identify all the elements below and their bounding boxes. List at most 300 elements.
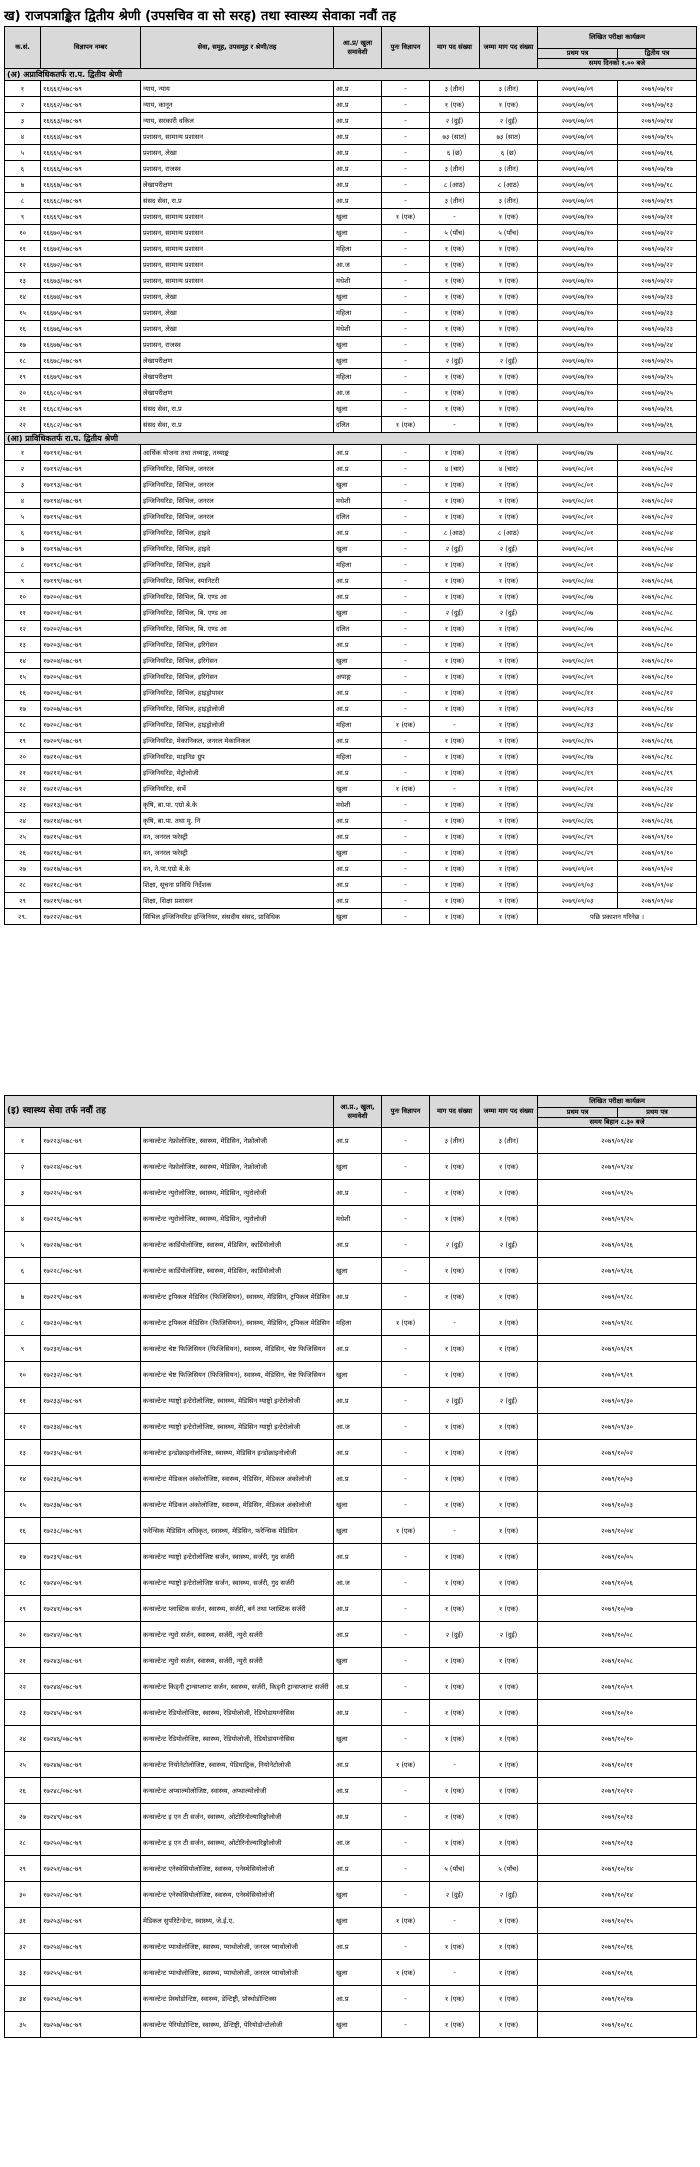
cell-demand: ८ (आठ)	[430, 525, 480, 541]
table-row	[5, 1440, 697, 1466]
cell-paper-1: २०७९/०७/०९	[538, 81, 618, 97]
cell-paper-1: २०७९/०७/१०	[538, 337, 618, 353]
cell-demand: १ (एक)	[430, 1674, 480, 1700]
cell-paper-2: २०७९/०८/०२	[618, 477, 697, 493]
table-row	[5, 829, 697, 845]
cell-paper-1: २०७९/१०/१८	[538, 2012, 697, 2038]
cell-service: प्रशासन, लेखा	[141, 145, 334, 161]
cell-service: इन्जिनियरिङ, सिभिल, इरिगेसन	[141, 637, 334, 653]
cell-sn: २२	[5, 781, 41, 797]
cell-paper-2: २०७९/०७/१३	[618, 97, 697, 113]
table-row	[5, 1934, 697, 1960]
cell-adv-number: १७२३०/०७८-७९	[41, 1310, 141, 1336]
cell-total: १ (एक)	[480, 653, 538, 669]
cell-service: इन्जिनियरिङ, सिभिल, हाइवे	[141, 525, 334, 541]
cell-sn: २०	[5, 1622, 41, 1648]
table-row	[5, 493, 697, 509]
cell-paper-2: २०७९/०८/१४	[618, 717, 697, 733]
cell-service: प्रशासन, लेखा	[141, 305, 334, 321]
header-health-section: (इ) स्वास्थ्य सेवा तर्फ नवौं तह	[5, 1096, 334, 1128]
cell-sn: १७	[5, 337, 41, 353]
cell-demand: १ (एक)	[430, 557, 480, 573]
cell-paper-2: २०७९/०७/१७	[618, 161, 697, 177]
cell-paper-1: २०७९/१०/०७	[538, 1596, 697, 1622]
cell-adv-number: १६६७९/०७८-७९	[41, 369, 141, 385]
cell-total: १ (एक)	[480, 717, 538, 733]
cell-adv-number: १७२२५/०७८-७९	[41, 1180, 141, 1206]
table-row	[5, 813, 697, 829]
cell-paper-2: २०७९/०७/२३	[618, 321, 697, 337]
cell-re-advert: -	[382, 129, 430, 145]
cell-paper-1: २०७९/१०/१४	[538, 1882, 697, 1908]
cell-type: महिला	[334, 749, 382, 765]
table-row	[5, 97, 697, 113]
cell-type: आ.प्र	[334, 573, 382, 589]
table-row	[5, 477, 697, 493]
cell-paper-1: २०७९/१०/१७	[538, 1986, 697, 2012]
cell-demand: १ (एक)	[430, 241, 480, 257]
cell-paper-1: २०७९/१०/१०	[538, 1726, 697, 1752]
cell-type: आ.प्र	[334, 1622, 382, 1648]
cell-adv-number: १७२४८/०७८-७९	[41, 1778, 141, 1804]
cell-paper-1: २०७९/०९/०३	[538, 877, 618, 893]
cell-total: १ (एक)	[480, 273, 538, 289]
cell-adv-number: १७१९७/०७८-७९	[41, 541, 141, 557]
cell-re-advert: -	[382, 353, 430, 369]
table-row	[5, 525, 697, 541]
cell-total: १ (एक)	[480, 1466, 538, 1492]
cell-paper-1: २०७९/०८/१९	[538, 765, 618, 781]
cell-re-advert: -	[382, 845, 430, 861]
cell-paper-1: २०७९/१०/०३	[538, 1492, 697, 1518]
table-row	[5, 337, 697, 353]
cell-re-advert: -	[382, 225, 430, 241]
cell-paper-1: २०७९/०८/०१	[538, 493, 618, 509]
cell-adv-number: १७२३१/०७८-७९	[41, 1336, 141, 1362]
cell-sn: २१	[5, 765, 41, 781]
cell-paper-2: २०७९/०७/२८	[618, 445, 697, 461]
cell-type: खुला	[334, 1518, 382, 1544]
cell-sn: १९	[5, 369, 41, 385]
table-row	[5, 877, 697, 893]
cell-adv-number: १७२२७/०७८-७९	[41, 1232, 141, 1258]
cell-paper-1: २०७९/१०/०३	[538, 1466, 697, 1492]
cell-paper-2: २०७९/०७/२१	[618, 209, 697, 225]
cell-sn: २१	[5, 401, 41, 417]
cell-re-advert: -	[382, 1726, 430, 1752]
cell-re-advert: १ (एक)	[382, 417, 430, 433]
cell-type: आ.प्र	[334, 1986, 382, 2012]
cell-re-advert: १ (एक)	[382, 1310, 430, 1336]
cell-type: आ.प्र	[334, 97, 382, 113]
cell-total: १ (एक)	[480, 829, 538, 845]
cell-adv-number: १७१९६/०७८-७९	[41, 525, 141, 541]
cell-type: आ.प्र	[334, 701, 382, 717]
cell-paper-1: २०७९/०९/२८	[538, 1284, 697, 1310]
table-row	[5, 1362, 697, 1388]
cell-total: १ (एक)	[480, 209, 538, 225]
cell-service: कन्सल्टेन्ट रेडियोलोजिष्ट, स्वास्थ्य, रेडियोलोजी, रेडियोडायग्नोसिस	[141, 1726, 334, 1752]
cell-paper-2: २०७९/०७/२२	[618, 273, 697, 289]
cell-paper-2: २०७९/०७/२५	[618, 369, 697, 385]
cell-service: इन्जिनियरिङ, सिभिल, जनरल	[141, 509, 334, 525]
cell-demand: १ (एक)	[430, 1544, 480, 1570]
cell-total: १ (एक)	[480, 97, 538, 113]
cell-type: आ.प्र	[334, 1856, 382, 1882]
cell-adv-number: १७२०४/०७८-७९	[41, 653, 141, 669]
table-row	[5, 1518, 697, 1544]
cell-re-advert: -	[382, 257, 430, 273]
cell-re-advert: -	[382, 653, 430, 669]
cell-service: प्रशासन, लेखा	[141, 321, 334, 337]
cell-sn: ३	[5, 113, 41, 129]
table-row	[5, 1414, 697, 1440]
cell-re-advert: -	[382, 1336, 430, 1362]
cell-sn: २	[5, 1154, 41, 1180]
cell-paper-2: २०७९/०९/०४	[618, 893, 697, 909]
cell-type: खुला	[334, 209, 382, 225]
table-row	[5, 129, 697, 145]
table-row	[5, 669, 697, 685]
cell-sn: २	[5, 97, 41, 113]
cell-type: आ.प्र	[334, 1440, 382, 1466]
cell-adv-number: १७२१२/०७८-७९	[41, 781, 141, 797]
cell-adv-number: १७२५६/०७८-७९	[41, 1986, 141, 2012]
cell-type: मधेशी	[334, 493, 382, 509]
cell-sn: ९	[5, 209, 41, 225]
cell-service: प्रशासन, राजस्व	[141, 161, 334, 177]
cell-paper-1: २०७९/१०/१२	[538, 1778, 697, 1804]
cell-type: आ.प्र	[334, 1700, 382, 1726]
cell-re-advert: -	[382, 1596, 430, 1622]
cell-type: आ.ज	[334, 385, 382, 401]
cell-adv-number: १६६६८/०७८-७९	[41, 193, 141, 209]
cell-paper-1: २०७९/०७/१०	[538, 209, 618, 225]
exam-schedule-table-gazetted	[4, 26, 697, 925]
cell-service: फरेन्सिक मेडिसिन अधिकृत, स्वास्थ्य, मेडिसिन, फरेन्सिक मेडिसिन	[141, 1518, 334, 1544]
cell-adv-number: १६६७७/०७८-७९	[41, 337, 141, 353]
cell-demand: १ (एक)	[430, 1180, 480, 1206]
cell-re-advert: -	[382, 909, 430, 925]
cell-service: वन, जनरल फरेस्ट्री	[141, 845, 334, 861]
table-row	[5, 749, 697, 765]
cell-re-advert: -	[382, 1388, 430, 1414]
cell-service: कन्सल्टेन्ट पेरियोडोन्टिष्ट, स्वास्थ्य, डेन्टिष्ट्री, पेरियोडोन्टोलोजी	[141, 2012, 334, 2038]
cell-service: कन्सल्टेन्ट नेफ्रोलोजिष्ट, स्वास्थ्य, मेडिसिन, नेफ्रोलोजी	[141, 1154, 334, 1180]
cell-paper-1: २०७९/१०/१६	[538, 1934, 697, 1960]
cell-demand: ३ (तीन)	[430, 193, 480, 209]
cell-re-advert: -	[382, 1648, 430, 1674]
cell-re-advert: -	[382, 509, 430, 525]
cell-paper-2: २०७९/०८/१८	[618, 749, 697, 765]
cell-re-advert: -	[382, 401, 430, 417]
cell-total: ७३ (सात)	[480, 129, 538, 145]
cell-sn: १३	[5, 637, 41, 653]
cell-demand: १ (एक)	[430, 1336, 480, 1362]
cell-type: आ.प्र	[334, 1674, 382, 1700]
cell-paper-1: २०७९/०९/३०	[538, 1414, 697, 1440]
table-row	[5, 1258, 697, 1284]
cell-sn: २३	[5, 797, 41, 813]
cell-demand: -	[430, 781, 480, 797]
cell-paper-2: २०७९/०७/१९	[618, 193, 697, 209]
header-total: जम्मा माग पद संख्या	[480, 1096, 538, 1128]
cell-total: १ (एक)	[480, 1154, 538, 1180]
cell-re-advert: -	[382, 321, 430, 337]
cell-sn: ११	[5, 1388, 41, 1414]
cell-total: १ (एक)	[480, 1986, 538, 2012]
cell-paper-1: २०७९/०७/१०	[538, 289, 618, 305]
cell-demand: -	[430, 1752, 480, 1778]
cell-re-advert: -	[382, 605, 430, 621]
cell-paper-1: २०७९/१०/१३	[538, 1830, 697, 1856]
cell-total: १ (एक)	[480, 1648, 538, 1674]
header-adv-number: विज्ञापन नम्बर	[41, 27, 141, 69]
cell-service: इन्जिनियरिङ, मेट्रोलोजी	[141, 765, 334, 781]
cell-type: महिला	[334, 717, 382, 733]
cell-demand: १ (एक)	[430, 1492, 480, 1518]
cell-sn: ४	[5, 1206, 41, 1232]
cell-sn: १५	[5, 1492, 41, 1518]
cell-adv-number: १७२५४/०७८-७९	[41, 1934, 141, 1960]
cell-sn: ७	[5, 177, 41, 193]
cell-sn: १७	[5, 1544, 41, 1570]
cell-paper-1: २०७९/१०/१३	[538, 1804, 697, 1830]
cell-sn: ३	[5, 1180, 41, 1206]
cell-total: १ (एक)	[480, 621, 538, 637]
cell-re-advert: -	[382, 733, 430, 749]
cell-adv-number: १६६६१/०७८-७९	[41, 81, 141, 97]
cell-total: १ (एक)	[480, 305, 538, 321]
cell-sn: ६	[5, 1258, 41, 1284]
cell-total: ५ (पाँच)	[480, 225, 538, 241]
table-row	[5, 241, 697, 257]
cell-demand: १ (एक)	[430, 477, 480, 493]
cell-service: कृषि, बा.पा. एग्रो बे.के	[141, 797, 334, 813]
cell-type: खुला	[334, 477, 382, 493]
table-row	[5, 605, 697, 621]
cell-paper-1: २०७९/०८/०१	[538, 541, 618, 557]
cell-demand: १ (एक)	[430, 733, 480, 749]
cell-total: १ (एक)	[480, 1336, 538, 1362]
table-row	[5, 353, 697, 369]
table-row	[5, 401, 697, 417]
cell-adv-number: १६६६३/०७८-७९	[41, 113, 141, 129]
cell-sn: १८	[5, 353, 41, 369]
cell-adv-number: १७२०३/०७८-७९	[41, 637, 141, 653]
cell-service: इन्जिनियरिङ, सिभिल, बि. एण्ड आ	[141, 621, 334, 637]
cell-demand: १ (एक)	[430, 1258, 480, 1284]
cell-service: आर्थिक योजना तथा तथ्याङ्क, तथ्याङ्क	[141, 445, 334, 461]
cell-re-advert: -	[382, 241, 430, 257]
cell-paper-2: २०७९/०९/०४	[618, 877, 697, 893]
table-row	[5, 1596, 697, 1622]
cell-total: १ (एक)	[480, 1804, 538, 1830]
cell-service: न्याय, सरकारी वकिल	[141, 113, 334, 129]
cell-total: ४ (चार)	[480, 461, 538, 477]
cell-sn: १९	[5, 733, 41, 749]
cell-service: कन्सल्टेन्ट प्लास्टिक सर्जन, स्वास्थ्य, सर्जरी, बर्न तथा प्लास्टिक सर्जरी	[141, 1596, 334, 1622]
cell-type: खुला	[334, 1960, 382, 1986]
cell-demand: ३ (तीन)	[430, 81, 480, 97]
cell-sn: २०	[5, 749, 41, 765]
cell-service: कन्सल्टेन्ट मेडिकल अंकोलोजिष्ट, स्वास्थ्य, मेडिसिन, मेडिकल अंकोलोजी	[141, 1492, 334, 1518]
cell-paper-1: २०७९/१०/०२	[538, 1440, 697, 1466]
cell-paper-1: २०७९/०८/०९	[538, 653, 618, 669]
cell-demand: १ (एक)	[430, 321, 480, 337]
cell-service: मेडिकल सुपरिटेन्डेन्ट, स्वास्थ्य, जे.ई.ए.	[141, 1908, 334, 1934]
cell-demand: २ (दुई)	[430, 541, 480, 557]
table-row	[5, 1310, 697, 1336]
cell-demand: १ (एक)	[430, 401, 480, 417]
cell-type: आ.प्र	[334, 893, 382, 909]
cell-paper-2: २०७९/०८/१६	[618, 733, 697, 749]
cell-demand: १ (एक)	[430, 2012, 480, 2038]
cell-service: इन्जिनियरिङ, सर्भे	[141, 781, 334, 797]
cell-paper-2: २०७९/०८/०२	[618, 461, 697, 477]
cell-re-advert: -	[382, 1700, 430, 1726]
cell-sn: १८	[5, 717, 41, 733]
cell-demand: २ (दुई)	[430, 605, 480, 621]
cell-paper-1: २०७९/०८/०९	[538, 669, 618, 685]
cell-paper-1: २०७९/०८/०७	[538, 621, 618, 637]
cell-sn: २१	[5, 1648, 41, 1674]
cell-service: सिभिल इन्जिनियरिङ इन्जिनियर, संसदीय संसद, प्राविधिक	[141, 909, 334, 925]
cell-paper-1: २०७९/०८/०१	[538, 557, 618, 573]
cell-sn: ३३	[5, 1960, 41, 1986]
cell-service: प्रशासन, सामान्य प्रशासन	[141, 209, 334, 225]
cell-adv-number: १७१९२/०७८-७९	[41, 461, 141, 477]
cell-demand: १ (एक)	[430, 1570, 480, 1596]
table-row	[5, 1726, 697, 1752]
cell-sn: २४	[5, 813, 41, 829]
cell-re-advert: -	[382, 161, 430, 177]
cell-adv-number: १६६७४/०७८-७९	[41, 289, 141, 305]
cell-sn: ३२	[5, 1934, 41, 1960]
cell-demand: -	[430, 1908, 480, 1934]
cell-demand: १ (एक)	[430, 573, 480, 589]
cell-paper-1: २०७९/०९/२४	[538, 1128, 697, 1154]
cell-paper-2: २०७९/०९/०२	[618, 861, 697, 877]
cell-total: १ (एक)	[480, 1440, 538, 1466]
cell-type: आ.प्र	[334, 637, 382, 653]
cell-adv-number: १७२५०/०७८-७९	[41, 1830, 141, 1856]
cell-re-advert: -	[382, 305, 430, 321]
cell-re-advert: -	[382, 1492, 430, 1518]
cell-adv-number: १७२३९/०७८-७९	[41, 1544, 141, 1570]
cell-paper-1: २०७९/०९/२९	[538, 1362, 697, 1388]
cell-sn: १३	[5, 1440, 41, 1466]
group-header-row	[5, 433, 697, 445]
cell-re-advert: -	[382, 81, 430, 97]
table-row	[5, 1622, 697, 1648]
cell-type: खुला	[334, 1362, 382, 1388]
cell-paper-1: २०७९/०७/२७	[538, 445, 618, 461]
cell-type: आ.प्र	[334, 1544, 382, 1570]
table-row	[5, 1232, 697, 1258]
table-row	[5, 701, 697, 717]
cell-sn: ५	[5, 509, 41, 525]
cell-paper-1: २०७९/०८/२९	[538, 829, 618, 845]
cell-paper-2: २०७९/०८/१०	[618, 637, 697, 653]
cell-adv-number: १७२०६/०७८-७९	[41, 685, 141, 701]
cell-total: ६ (छ)	[480, 145, 538, 161]
cell-paper-2: २०७९/०८/०२	[618, 509, 697, 525]
cell-total: १ (एक)	[480, 1258, 538, 1284]
cell-paper-2: २०७९/०८/०८	[618, 605, 697, 621]
cell-adv-number: १७२२४/०७८-७९	[41, 1154, 141, 1180]
cell-re-advert: -	[382, 1778, 430, 1804]
cell-sn: १	[5, 1128, 41, 1154]
cell-paper-2: २०७९/०७/२२	[618, 241, 697, 257]
cell-total: १ (एक)	[480, 813, 538, 829]
header-exam-program: लिखित परीक्षा कार्यक्रम	[538, 1096, 697, 1108]
cell-type: आ.प्र	[334, 1284, 382, 1310]
cell-demand: १ (एक)	[430, 893, 480, 909]
cell-type: दलित	[334, 417, 382, 433]
cell-re-advert: -	[382, 669, 430, 685]
cell-adv-number: १७२५७/०७८-७९	[41, 2012, 141, 2038]
cell-service: कन्सल्टेन्ट नियोनेटोलोजिष्ट, स्वास्थ्य, पेडियाट्रिक, नियोनेटोलोजी	[141, 1752, 334, 1778]
cell-total: ३ (तीन)	[480, 1128, 538, 1154]
cell-demand: १ (एक)	[430, 97, 480, 113]
cell-type: आ.प्र	[334, 145, 382, 161]
cell-sn: २	[5, 461, 41, 477]
cell-paper-1: २०७९/०७/१०	[538, 305, 618, 321]
cell-paper-2: २०७९/०७/२६	[618, 401, 697, 417]
cell-paper-2: २०७९/०८/०८	[618, 621, 697, 637]
cell-service: कन्सल्टेन्ट न्युरो सर्जन, स्वास्थ्य, सर्जरी, न्युरो सर्जरी	[141, 1622, 334, 1648]
header-paper-2: द्वितीय पत्र	[618, 49, 697, 59]
cell-adv-number: १७२०८/०७८-७९	[41, 717, 141, 733]
cell-paper-2: २०७९/०९/१०	[618, 845, 697, 861]
table-row	[5, 653, 697, 669]
cell-service: लेखापरीक्षण	[141, 177, 334, 193]
cell-demand: १ (एक)	[430, 493, 480, 509]
cell-total: २ (दुई)	[480, 1232, 538, 1258]
cell-demand: १ (एक)	[430, 621, 480, 637]
cell-re-advert: -	[382, 1414, 430, 1440]
cell-adv-number: १६६८०/०७८-७९	[41, 385, 141, 401]
cell-demand: १ (एक)	[430, 1648, 480, 1674]
cell-demand: १ (एक)	[430, 1466, 480, 1492]
cell-adv-number: १७२४०/०७८-७९	[41, 1570, 141, 1596]
cell-total: १ (एक)	[480, 573, 538, 589]
table-row	[5, 81, 697, 97]
cell-paper-1: २०७९/०८/१३	[538, 701, 618, 717]
cell-demand: १ (एक)	[430, 749, 480, 765]
table-row	[5, 861, 697, 877]
cell-service: प्रशासन, सामान्य प्रशासन	[141, 241, 334, 257]
table-row	[5, 589, 697, 605]
cell-type: मधेशी	[334, 1206, 382, 1232]
cell-sn: ८	[5, 1310, 41, 1336]
cell-demand: १ (एक)	[430, 305, 480, 321]
cell-re-advert: -	[382, 289, 430, 305]
cell-re-advert: १ (एक)	[382, 1752, 430, 1778]
cell-service: इन्जिनियरिङ, सिभिल, हाइड्रोलोजी	[141, 701, 334, 717]
cell-service: कन्सल्टेन्ट कार्डियोलोजिष्ट, स्वास्थ्य, मेडिसिन, कार्डियोलोजी	[141, 1258, 334, 1284]
cell-total: १ (एक)	[480, 637, 538, 653]
cell-total: १ (एक)	[480, 385, 538, 401]
cell-total: १ (एक)	[480, 1596, 538, 1622]
cell-paper-1: २०७९/०९/२४	[538, 1154, 697, 1180]
cell-total: १ (एक)	[480, 257, 538, 273]
cell-re-advert: -	[382, 685, 430, 701]
cell-paper-2: २०७९/०८/१०	[618, 669, 697, 685]
cell-adv-number: १६६८२/०७८-७९	[41, 417, 141, 433]
cell-demand: १ (एक)	[430, 509, 480, 525]
